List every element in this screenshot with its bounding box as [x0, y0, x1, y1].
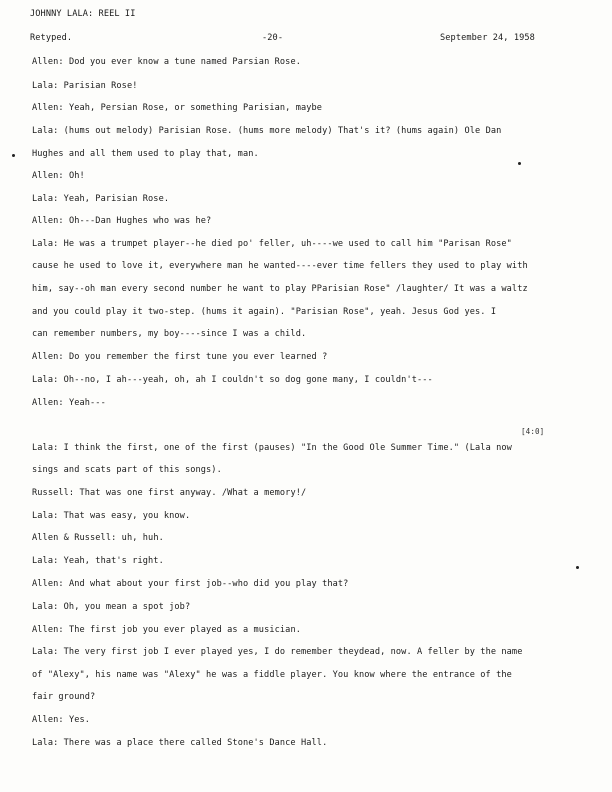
- line-text: Oh!: [68, 171, 85, 181]
- line-text: The first job you ever played as a musician.: [68, 625, 301, 635]
- speaker-label: Allen & Russell:: [32, 533, 117, 543]
- transcript-line: [32, 103, 322, 113]
- transcript-line: [32, 647, 522, 657]
- transcript-line: [32, 216, 211, 226]
- line-text: Yeah, Parisian Rose.: [63, 194, 170, 204]
- transcript-line: [32, 352, 327, 362]
- line-text: And what about your first job--who did you play that?: [68, 579, 349, 589]
- continuation-line: him, say--oh man every second number he want to play PParisian Rose" /laughter/ It was a waltz: [32, 284, 528, 294]
- speaker-label: Allen:: [32, 579, 64, 589]
- transcript-line: [32, 488, 306, 498]
- line-text: Do you remember the first tune you ever learned ?: [68, 352, 328, 362]
- speaker-label: Allen:: [32, 625, 64, 635]
- line-text: Dod you ever know a tune named Parsian Rose.: [68, 57, 301, 67]
- speaker-label: Allen:: [32, 715, 64, 725]
- line-text: Parisian Rose!: [63, 81, 138, 91]
- line-text: Oh---Dan Hughes who was he?: [68, 216, 212, 226]
- transcript-line: [32, 738, 327, 748]
- document-title: JOHNNY LALA: REEL II: [30, 9, 136, 19]
- speaker-label: Allen:: [32, 398, 64, 408]
- speaker-label: Lala:: [32, 81, 59, 91]
- transcript-line: [32, 579, 348, 589]
- line-text: Yeah---: [68, 398, 106, 408]
- speaker-label: Lala:: [32, 738, 59, 748]
- line-text: Yeah, that's right.: [63, 556, 164, 566]
- speaker-label: Allen:: [32, 57, 64, 67]
- speaker-label: Allen:: [32, 352, 64, 362]
- transcript-line: [32, 533, 164, 543]
- continuation-line: Hughes and all them used to play that, man.: [32, 149, 259, 159]
- margin-mark: [518, 162, 521, 165]
- speaker-label: Allen:: [32, 216, 64, 226]
- transcript-line: [32, 398, 106, 408]
- speaker-label: Allen:: [32, 171, 64, 181]
- transcript-line: [32, 443, 512, 453]
- transcript-line: [32, 556, 164, 566]
- tape-time-note: [4:0]: [521, 427, 545, 436]
- speaker-label: Lala:: [32, 375, 59, 385]
- line-text: I think the first, one of the first (pauses) "In the Good Ole Summer Time." (Lala now: [63, 443, 512, 453]
- transcript-line: [32, 171, 85, 181]
- line-text: uh, huh.: [121, 533, 164, 543]
- continuation-line: cause he used to love it, everywhere man he wanted----ever time fellers they used to play with: [32, 261, 528, 271]
- continuation-line: can remember numbers, my boy----since I was a child.: [32, 329, 307, 339]
- speaker-label: Lala:: [32, 511, 59, 521]
- speaker-label: Lala:: [32, 647, 59, 657]
- transcript-line: [32, 126, 501, 136]
- speaker-label: Lala:: [32, 194, 59, 204]
- transcript-line: [32, 194, 169, 204]
- continuation-line: fair ground?: [32, 692, 96, 702]
- transcript-line: [32, 375, 433, 385]
- transcript-line: [32, 239, 512, 249]
- speaker-label: Lala:: [32, 556, 59, 566]
- document-date: September 24, 1958: [440, 33, 535, 43]
- continuation-line: and you could play it two-step. (hums it again). "Parisian Rose", yeah. Jesus God yes. I: [32, 307, 497, 317]
- speaker-label: Lala:: [32, 443, 59, 453]
- transcript-line: [32, 57, 301, 67]
- line-text: Yes.: [68, 715, 91, 725]
- retyped-status: Retyped.: [30, 33, 73, 43]
- continuation-line: sings and scats part of this songs).: [32, 465, 222, 475]
- line-text: That was easy, you know.: [63, 511, 191, 521]
- speaker-label: Lala:: [32, 602, 59, 612]
- line-text: There was a place there called Stone's Dance Hall.: [63, 738, 328, 748]
- speaker-label: Lala:: [32, 126, 59, 136]
- page-number: -20-: [262, 33, 284, 43]
- line-text: That was one first anyway. /What a memory!/: [79, 488, 307, 498]
- line-text: The very first job I ever played yes, I do remember theydead, now. A feller by the name: [63, 647, 523, 657]
- line-text: Oh--no, I ah---yeah, oh, ah I couldn't so dog gone many, I couldn't---: [63, 375, 433, 385]
- transcript-line: [32, 81, 138, 91]
- line-text: Yeah, Persian Rose, or something Parisian, maybe: [68, 103, 323, 113]
- continuation-line: of "Alexy", his name was "Alexy" he was a fiddle player. You know where the entrance of the: [32, 670, 512, 680]
- speaker-label: Russell:: [32, 488, 75, 498]
- transcript-line: [32, 715, 90, 725]
- speaker-label: Lala:: [32, 239, 59, 249]
- transcript-line: [32, 511, 190, 521]
- margin-mark: [12, 154, 15, 157]
- margin-mark: [576, 566, 579, 569]
- transcript-line: [32, 602, 190, 612]
- transcript-line: [32, 625, 301, 635]
- line-text: Oh, you mean a spot job?: [63, 602, 191, 612]
- line-text: (hums out melody) Parisian Rose. (hums more melody) That's it? (hums again) Ole Dan: [63, 126, 502, 136]
- speaker-label: Allen:: [32, 103, 64, 113]
- line-text: He was a trumpet player--he died po' feller, uh----we used to call him "Parisan Rose": [63, 239, 512, 249]
